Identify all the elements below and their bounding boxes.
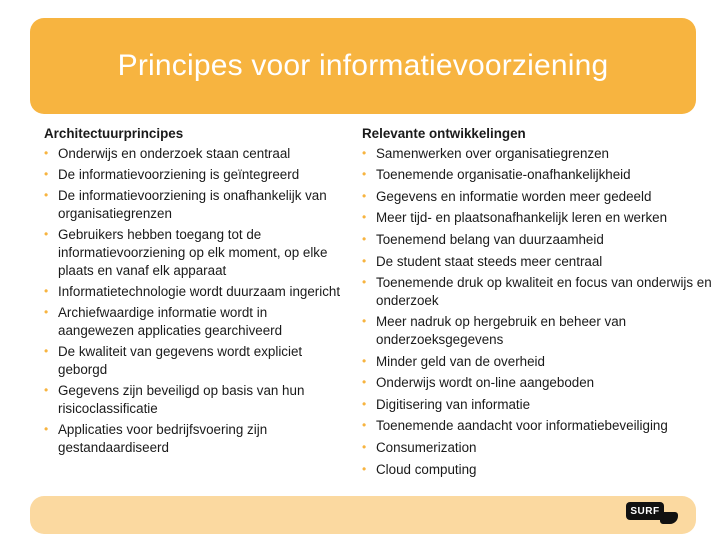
bullet-icon: • [362,418,367,433]
list-item: • De kwaliteit van gegevens wordt expliciet geborgd [44,344,303,377]
list-item: • Applicaties voor bedrijfsvoering zijn gestandaardiseerd [44,422,268,455]
bullet-icon: • [362,353,367,368]
list-item: • Toenemende organisatie-onafhankelijkheid [362,167,631,183]
bullet-icon: • [362,167,367,182]
bullet-icon: • [362,188,367,203]
list-item: • De informatievoorziening is onafhankelijk van organisatiegrenzen [44,188,327,221]
list-item: • Meer tijd- en plaatsonafhankelijk leren en werken [362,210,668,226]
bullet-icon: • [44,166,49,181]
list-item: • Cloud computing [362,461,477,477]
principles-list [44,145,344,457]
bullet-icon: • [44,188,49,203]
list-item: • Gegevens en informatie worden meer gedeeld [362,188,652,204]
list-item: • Toenemend belang van duurzaamheid [362,231,604,247]
developments-list [362,145,712,479]
bullet-icon: • [362,231,367,246]
list-item: • Informatietechnologie wordt duurzaam ingericht [44,283,341,299]
bullet-icon: • [44,383,49,398]
bullet-icon: • [362,145,367,160]
list-item: • Toenemende aandacht voor informatiebeveiliging [362,418,668,434]
list-item: • Minder geld van de overheid [362,353,545,369]
list-item: • Samenwerken over organisatiegrenzen [362,145,609,161]
list-item: • Gebruikers hebben toegang tot de informatievoorziening op elk moment, op elke plaats en vanaf elk apparaat [44,227,328,278]
bullet-icon: • [44,283,49,298]
list-item: • Gegevens zijn beveiligd op basis van hun risicoclassificatie [44,383,305,416]
right-column-heading: Relevante ontwikkelingen [362,126,526,141]
bullet-icon: • [362,461,367,476]
slide-title: Principes voor informatievoorziening [117,49,609,82]
list-item: • Toenemende druk op kwaliteit en focus van onderwijs en onderzoek [362,275,712,308]
bullet-icon: • [362,314,367,329]
logo-text: SURF [626,502,664,520]
bullet-icon: • [362,375,367,390]
list-item: • Consumerization [362,439,477,455]
bullet-icon: • [44,145,49,160]
list-item: • Meer nadruk op hergebruik en beheer van onderzoeksgegevens [362,314,627,347]
list-item: • De student staat steeds meer centraal [362,253,603,269]
list-item: • Archiefwaardige informatie wordt in aangewezen applicaties gearchiveerd [44,305,283,338]
bullet-icon: • [44,422,49,437]
bullet-icon: • [362,439,367,454]
bullet-icon: • [44,344,49,359]
bullet-icon: • [44,305,49,320]
list-item: • De informatievoorziening is geïntegreerd [44,166,300,182]
left-column-heading: Architectuurprincipes [44,126,184,141]
list-item: • Onderwijs wordt on-line aangeboden [362,375,595,391]
list-item: • Digitisering van informatie [362,396,531,412]
architecture-principles-column [44,125,344,460]
surf-logo [626,500,680,526]
list-item: • Onderwijs en onderzoek staan centraal [44,145,291,161]
bullet-icon: • [44,227,49,242]
bullet-icon: • [362,275,367,290]
bullet-icon: • [362,210,367,225]
footer-bar [30,496,696,534]
developments-column [362,125,712,482]
bullet-icon: • [362,396,367,411]
title-banner [30,18,696,114]
bullet-icon: • [362,253,367,268]
